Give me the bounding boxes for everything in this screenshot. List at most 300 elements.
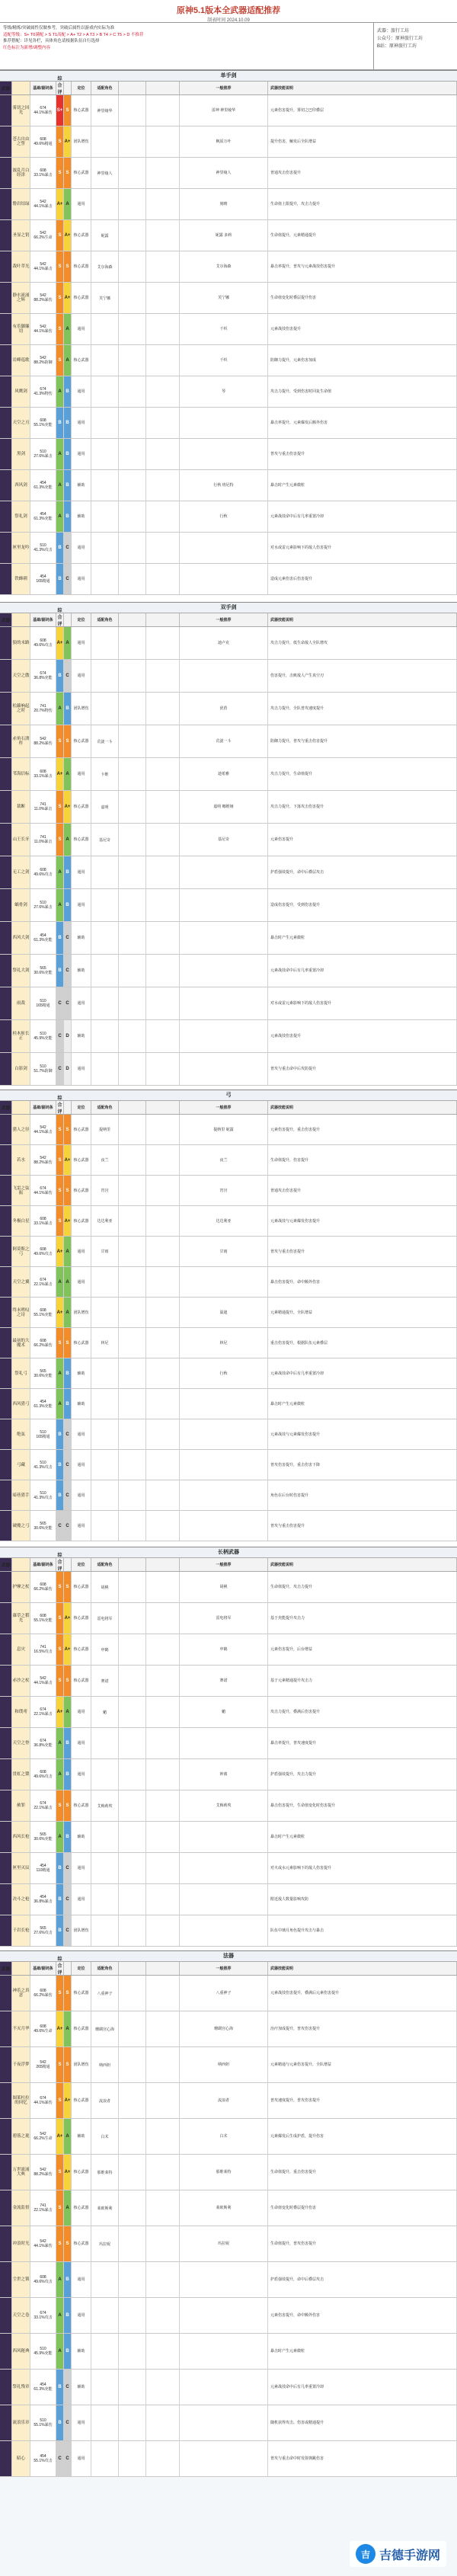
general-recommend: 迪卢克	[180, 627, 268, 659]
fit-character: 提纳里	[91, 1115, 119, 1144]
weapon-role: 核心武器	[72, 1634, 91, 1665]
weapon-row	[0, 1884, 457, 1915]
weapon-icon	[0, 1176, 12, 1205]
weapon-description: 对水或雷元素影响下的敌人伤害提升	[268, 533, 457, 563]
weapon-role: 核心武器	[72, 824, 91, 856]
fit-character: 荒泷一斗	[91, 725, 119, 757]
weapon-stat: 165精通	[36, 579, 50, 584]
weapon-stat: 565	[40, 1832, 46, 1837]
general-recommend: 神里绫人	[180, 158, 268, 188]
general-recommend: 温迪	[180, 1298, 268, 1327]
weapon-stats	[30, 1790, 56, 1821]
fit-character	[119, 470, 146, 501]
weapon-row	[0, 1915, 457, 1947]
weapon-stat: 454	[40, 1864, 46, 1868]
weapon-stats	[30, 1603, 56, 1634]
general-recommend: 申鹤	[180, 1634, 268, 1665]
page-title: 原神5.1版本全武器适配推荐	[176, 6, 281, 15]
weapon-stats	[30, 922, 56, 954]
fit-character	[119, 1915, 146, 1946]
weapon-row	[0, 1450, 457, 1480]
weapon-stat: 565	[40, 1368, 46, 1374]
fit-character	[146, 220, 180, 251]
weapon-stat: 542	[40, 737, 46, 741]
weapon-icon	[0, 2083, 12, 2118]
weapon-icon	[0, 1358, 12, 1388]
weapon-stat: 55.1%充能	[34, 1312, 53, 1317]
general-recommend: 那维莱特	[180, 2155, 268, 2190]
general-recommend: 琴	[180, 376, 268, 407]
weapon-stats	[30, 1634, 56, 1665]
fit-character	[146, 1697, 180, 1727]
weapon-name: 猎人之径	[12, 1115, 30, 1144]
weapon-icon	[0, 470, 12, 501]
column-header-cell: 基础/副词条	[30, 1558, 56, 1571]
fit-character	[146, 376, 180, 407]
weapon-stats	[30, 251, 56, 282]
weapon-stat: 36.8%充能	[34, 1743, 53, 1748]
general-recommend: 宵宫	[180, 1176, 268, 1205]
weapon-row	[0, 1267, 457, 1298]
weapon-icon	[0, 1020, 12, 1052]
fit-character	[119, 2155, 146, 2190]
fit-character: 林尼	[91, 1328, 119, 1358]
grade-badge: C	[56, 2441, 64, 2476]
weapon-name: 赤角石溃杵	[12, 725, 30, 757]
grade-badge: A+	[56, 758, 64, 790]
weapon-stat: 36.8%暴击	[34, 1899, 53, 1904]
weapon-stats	[30, 725, 56, 757]
fit-character	[91, 889, 119, 921]
weapon-description: 元素战技命中后有几率重置冷却	[268, 501, 457, 532]
weapon-icon	[0, 955, 12, 987]
weapon-row	[0, 2047, 457, 2083]
weapon-icon	[0, 345, 12, 376]
weapon-stat: 44.1%暴击	[34, 1129, 53, 1134]
weapon-stat: 542	[40, 1155, 46, 1160]
fit-character	[91, 1450, 119, 1480]
column-header-cell: 一般推荐	[180, 82, 268, 94]
fit-character	[91, 660, 119, 692]
grade-badge: B	[56, 1450, 64, 1480]
weapon-row	[0, 283, 457, 314]
weapon-name: 波乱月白经津	[12, 158, 30, 188]
fit-character: 胡桃	[91, 1572, 119, 1602]
weapon-stat: 16.5%攻击	[34, 1650, 53, 1654]
grade-badge: S	[56, 1176, 64, 1205]
column-header-cell	[119, 82, 146, 94]
weapon-row	[0, 126, 457, 158]
grade-badge: A+	[56, 627, 64, 659]
fit-character	[146, 564, 180, 594]
weapon-description: 对水或雷元素影响下的敌人伤害提升	[268, 987, 457, 1019]
weapon-row	[0, 1115, 457, 1145]
fit-character	[91, 856, 119, 888]
weapon-stat: 608	[40, 2275, 46, 2280]
fit-character	[119, 791, 146, 823]
weapon-role: 通用	[72, 2262, 91, 2297]
weapon-description: 生命值提升，重击伤害提升	[268, 2155, 457, 2190]
weapon-stat: 30.6%充能	[34, 1837, 53, 1842]
grade-badge: B	[64, 2298, 72, 2333]
fit-character	[119, 922, 146, 954]
weapon-stat: 265精通	[36, 2065, 50, 2069]
weapon-row	[0, 439, 457, 470]
weapon-row	[0, 824, 457, 856]
weapon-stats	[30, 627, 56, 659]
weapon-description: 伤害提升，击败敌人产生真空刃	[268, 660, 457, 692]
weapon-stats	[30, 564, 56, 594]
weapon-stat: 51.7%防御	[34, 1069, 53, 1074]
weapon-row	[0, 1419, 457, 1450]
weapon-icon	[0, 1728, 12, 1758]
weapon-name: 天空之翼	[12, 1267, 30, 1297]
grade-badge: A	[56, 693, 64, 725]
fit-character	[146, 1666, 180, 1696]
weapon-stats	[30, 660, 56, 692]
column-header-cell: 适配角色	[91, 82, 119, 94]
weapon-stats	[30, 2262, 56, 2297]
grade-badge: C	[64, 533, 72, 563]
notes-text	[0, 23, 373, 69]
weapon-icon	[0, 922, 12, 954]
weapon-row	[0, 791, 457, 824]
weapon-stats	[30, 856, 56, 888]
general-recommend: 提纳里 妮露	[180, 1115, 268, 1144]
general-recommend	[180, 2370, 268, 2405]
weapon-description: 护盾强效提升，命中后叠层攻击	[268, 856, 457, 888]
grade-badge: S	[56, 2190, 64, 2226]
section-title: 法器	[0, 1951, 457, 1962]
weapon-row	[0, 1389, 457, 1419]
weapon-name: 暗巷猎手	[12, 1480, 30, 1510]
weapon-name: 岩峰巡歌	[12, 345, 30, 376]
fit-character	[146, 1115, 180, 1144]
fit-character	[91, 955, 119, 987]
fit-character	[119, 1853, 146, 1883]
column-header-cell	[146, 1962, 180, 1975]
weapon-role: 团队增伤	[72, 126, 91, 157]
weapon-role: 核心武器	[72, 1790, 91, 1821]
weapon-role: 核心武器	[72, 1603, 91, 1634]
weapon-icon	[0, 791, 12, 823]
general-recommend: 嘉明 娜维娅	[180, 791, 268, 823]
grade-badge: B	[64, 693, 72, 725]
grade-badge: S	[56, 1790, 64, 1821]
fit-character	[119, 1603, 146, 1634]
weapon-stat: 49.6%精通	[34, 142, 53, 146]
grade-badge: A	[64, 627, 72, 659]
weapon-description: 生命值提升，普攻伤害提升	[268, 2226, 457, 2261]
weapon-stat: 510	[40, 1460, 46, 1465]
grade-badge: S	[56, 824, 64, 856]
weapon-role: 辅助	[72, 2370, 91, 2405]
fit-character	[146, 251, 180, 282]
weapon-stat: 22.1%暴击	[34, 2208, 53, 2213]
weapon-row	[0, 314, 457, 345]
fit-character	[119, 1145, 146, 1175]
grade-badge: B	[56, 1915, 64, 1946]
weapon-stat: 22.1%暴击	[34, 1712, 53, 1717]
grade-badge: C	[56, 1511, 64, 1541]
general-recommend: 千织	[180, 345, 268, 376]
weapon-icon	[0, 2226, 12, 2261]
weapon-stat: 45.9%充能	[34, 2351, 53, 2356]
grade-badge: S	[64, 2226, 72, 2261]
weapon-description: 暴击伤害提升，生命值变化时伤害提升	[268, 1790, 457, 1821]
weapon-row	[0, 1572, 457, 1603]
weapon-icon	[0, 2262, 12, 2297]
grade-badge: A	[64, 1267, 72, 1297]
column-header	[0, 613, 457, 627]
fit-character	[146, 725, 180, 757]
weapon-name: 赦罪	[12, 1790, 30, 1821]
section-title: 单手剑	[0, 71, 457, 82]
grade-badge: B	[56, 1480, 64, 1510]
weapon-stats	[30, 2083, 56, 2118]
weapon-role: 通用	[72, 189, 91, 219]
general-recommend: 流浪者	[180, 2083, 268, 2118]
weapon-stats	[30, 889, 56, 921]
general-recommend	[180, 439, 268, 469]
weapon-row	[0, 1511, 457, 1541]
grade-badge: B	[64, 501, 72, 532]
weapon-role: 核心武器	[72, 1206, 91, 1236]
column-header-cell: 基础/副词条	[30, 82, 56, 94]
weapon-stats	[30, 1237, 56, 1266]
fit-character	[146, 345, 180, 376]
grade-badge: S	[56, 2083, 64, 2118]
weapon-stats	[30, 1884, 56, 1915]
weapon-stat: 22.1%暴击	[34, 1282, 53, 1287]
grade-badge: A+	[64, 2155, 72, 2190]
weapon-stat: 27.6%暴击	[34, 454, 53, 459]
weapon-role: 通用	[72, 314, 91, 344]
weapon-stat: 674	[40, 2096, 46, 2101]
grade-badge: A	[64, 2190, 72, 2226]
weapon-stat: 510	[40, 543, 46, 548]
general-recommend: 珊瑚宫心海	[180, 2011, 268, 2046]
weapon-name: 天空之脊	[12, 1728, 30, 1758]
weapon-stat: 741	[40, 2203, 46, 2208]
weapon-role: 通用	[72, 533, 91, 563]
fit-character	[91, 1267, 119, 1297]
weapon-role: 通用	[72, 856, 91, 888]
fit-character	[119, 1759, 146, 1790]
weapon-stat: 608	[40, 638, 46, 643]
weapon-icon	[0, 1853, 12, 1883]
fit-character	[91, 987, 119, 1019]
weapon-name: 雨裁	[12, 987, 30, 1019]
weapon-icon	[0, 1666, 12, 1696]
weapon-name: 匣里龙吟	[12, 533, 30, 563]
weapon-stat: 510	[40, 2418, 46, 2423]
weapon-name: 西风秘典	[12, 2334, 30, 2369]
grade-badge: C	[64, 1853, 72, 1883]
weapon-description: 提升伤害，触发后全队增益	[268, 126, 457, 157]
fit-character	[146, 1145, 180, 1175]
weapon-role: 辅助	[72, 1358, 91, 1388]
column-header-cell: 定位	[72, 613, 91, 626]
grade-badge: S	[56, 251, 64, 282]
fit-character	[119, 220, 146, 251]
weapon-row	[0, 95, 457, 126]
general-recommend: 刻晴	[180, 189, 268, 219]
weapon-icon	[0, 283, 12, 313]
grade-badge: C	[64, 922, 72, 954]
weapon-name: 金流监督	[12, 2190, 30, 2226]
weapon-row	[0, 693, 457, 725]
weapon-icon	[0, 889, 12, 921]
grade-badge: S	[56, 345, 64, 376]
fit-character	[146, 1176, 180, 1205]
weapon-description: 普通攻击伤害提升	[268, 1176, 457, 1205]
grade-badge: S	[64, 1976, 72, 2011]
column-header-cell: 一般推荐	[180, 1558, 268, 1571]
fit-character	[119, 1206, 146, 1236]
weapon-stats	[30, 439, 56, 469]
weapon-stats	[30, 2226, 56, 2261]
weapon-name: 流浪乐章	[12, 2405, 30, 2440]
weapon-stat: 454	[40, 1399, 46, 1404]
grade-badge: A+	[56, 1298, 64, 1327]
weapon-role: 核心武器	[72, 1976, 91, 2011]
weapon-stats	[30, 1450, 56, 1480]
weapon-stats	[30, 1115, 56, 1144]
fit-character	[91, 627, 119, 659]
fit-character	[146, 1328, 180, 1358]
general-recommend	[180, 1389, 268, 1419]
weapon-role: 通用	[72, 1759, 91, 1790]
weapon-stats	[30, 501, 56, 532]
fit-character	[146, 2370, 180, 2405]
column-header-cell	[119, 1558, 146, 1571]
fit-character	[146, 1419, 180, 1449]
weapon-icon	[0, 1267, 12, 1297]
weapon-stat: 608	[40, 1338, 46, 1343]
weapon-stats	[30, 1328, 56, 1358]
weapon-row	[0, 2226, 457, 2262]
weapon-role: 辅助	[72, 501, 91, 532]
fit-character	[119, 1176, 146, 1205]
fit-character	[146, 470, 180, 501]
fit-character	[119, 725, 146, 757]
weapon-description: 基于充能提升攻击力	[268, 1603, 457, 1634]
weapon-description: 普通攻击伤害提升	[268, 158, 457, 188]
weapon-stat: 510	[40, 901, 46, 905]
weapon-stat: 49.6%攻击	[34, 1251, 53, 1256]
weapon-stat: 608	[40, 1582, 46, 1587]
weapon-row	[0, 345, 457, 376]
weapon-icon	[0, 1511, 12, 1541]
weapon-row	[0, 501, 457, 533]
weapon-role: 通用	[72, 660, 91, 692]
weapon-row	[0, 251, 457, 283]
weapon-role: 通用	[72, 2298, 91, 2333]
watermark-text: 吉德手游网	[379, 2549, 440, 2562]
weapon-stat: 510	[40, 450, 46, 454]
column-header-cell: 一般推荐	[180, 1962, 268, 1975]
weapon-icon	[0, 2298, 12, 2333]
weapon-icon	[0, 693, 12, 725]
fit-character	[146, 824, 180, 856]
grade-badge: A+	[56, 1697, 64, 1727]
fit-character	[146, 889, 180, 921]
weapon-description: 攻击力提升，全队普攻速度提升	[268, 693, 457, 725]
weapon-name: 苇海信标	[12, 758, 30, 790]
fit-character	[119, 1115, 146, 1144]
fit-character	[119, 889, 146, 921]
weapon-stat: 165精通	[36, 1434, 50, 1439]
grade-badge: S	[56, 1666, 64, 1696]
general-recommend	[180, 660, 268, 692]
weapon-role: 通用	[72, 1450, 91, 1480]
weapon-role: 核心武器	[72, 791, 91, 823]
grade-badge: C	[64, 1511, 72, 1541]
grade-badge: A	[56, 1759, 64, 1790]
grade-badge: C	[64, 1915, 72, 1946]
notes-panel	[0, 23, 457, 70]
fit-character	[119, 1511, 146, 1541]
fit-character	[146, 283, 180, 313]
weapon-stat: 608	[40, 418, 46, 423]
fit-character: 那维莱特	[91, 2155, 119, 2190]
weapon-name: 弓藏	[12, 1450, 30, 1480]
grade-badge: C	[64, 1450, 72, 1480]
fit-character	[119, 2370, 146, 2405]
fit-character	[119, 189, 146, 219]
weapon-section	[0, 1090, 457, 1547]
weapon-row	[0, 1976, 457, 2011]
grade-badge: B	[64, 376, 72, 407]
fit-character	[91, 922, 119, 954]
fit-character: 嘉明	[91, 791, 119, 823]
weapon-stat: 454	[40, 481, 46, 485]
weapon-stats	[30, 533, 56, 563]
fit-character	[146, 1976, 180, 2011]
weapon-stat: 542	[40, 325, 46, 329]
weapon-row	[0, 1822, 457, 1853]
weapon-stat: 88.2%暴伤	[34, 1160, 53, 1165]
weapon-description: 攻击力提升，生命值提升	[268, 758, 457, 790]
grade-badge: A+	[64, 1145, 72, 1175]
weapon-stat: 61.3%充能	[34, 2387, 53, 2392]
weapon-icon	[0, 2011, 12, 2046]
weapon-name: 薙草之稻光	[12, 1603, 30, 1634]
fit-character	[146, 791, 180, 823]
page-subtitle: 制表时间 2024.10.09	[207, 18, 250, 23]
weapon-row	[0, 725, 457, 758]
grade-badge: A	[64, 1697, 72, 1727]
weapon-stat: 542	[40, 2060, 46, 2065]
grade-badge: S	[56, 220, 64, 251]
grade-badge: A	[56, 376, 64, 407]
fit-character	[91, 2441, 119, 2476]
weapon-stat: 510	[40, 999, 46, 1003]
column-header-cell: 武器技能说明	[268, 1558, 457, 1571]
weapon-row	[0, 189, 457, 220]
fit-character	[146, 501, 180, 532]
fit-character	[119, 2011, 146, 2046]
fit-character	[119, 824, 146, 856]
fit-character	[119, 2262, 146, 2297]
general-recommend: 胡桃	[180, 1572, 268, 1602]
fit-character	[119, 1267, 146, 1297]
weapon-stats	[30, 1976, 56, 2011]
weapon-stat: 61.3%充能	[34, 485, 53, 490]
note-line: 推荐搭配：详见各栏，具体角色请根据队伍自行选择	[3, 39, 100, 43]
grade-badge: A+	[56, 2011, 64, 2046]
